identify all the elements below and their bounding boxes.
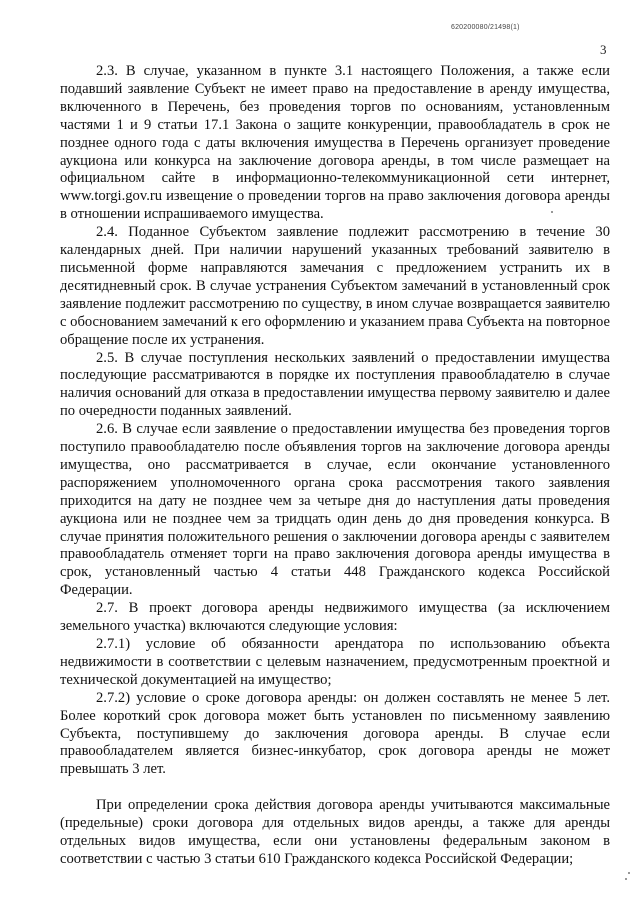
paragraph-2-7-2: 2.7.2) условие о сроке договора аренды: он должен составлять не менее 5 лет. Более короткий срок договора может быть установлен по письменному заявлению Субъекта, поступившему до заключения договора аренды. В случае если правообладателем является бизнес-инкубатор, срок договора аренды не может превышать 3 лет. <box>60 689 610 778</box>
paragraph-2-7-1: 2.7.1) условие об обязанности арендатора по использованию объекта недвижимости в соответствии с целевым назначением, предусмотренным проектной и технической документацией на имущество; <box>60 636 610 688</box>
paragraph-2-5: 2.5. В случае поступления нескольких заявлений о предоставлении имущества последующие рассматриваются в порядке их поступления правообладателю в случае наличия оснований для отказа в предоставлении имущества первому заявителю и далее по очередности поданных заявлений. <box>60 349 610 420</box>
scan-artifact <box>625 878 627 880</box>
paragraph-term-note: При определении срока действия договора аренды учитываются максимальные (предельные) сроки договора для отдельных видов аренды, а также для аренды отдельных видов имущества, если они установлены федеральным законом в соответствии с частью 3 статьи 610 Гражданского кодекса Российской Федерации; <box>60 797 610 867</box>
document-registration-number: 620200080/21498(1) <box>451 24 520 31</box>
paragraph-2-3: 2.3. В случае, указанном в пункте 3.1 настоящего Положения, а также если подавший заявление Субъект не имеет право на предоставление в аренду имущества, включенного в Перечень, без проведения торгов по основаниям, установленным частями 1 и 9 статьи 17.1 Закона о защите конкуренции, правообладатель в срок не позднее одного года с даты включения имущества в Перечень организует проведение аукциона или конкурса на заключение договора аренды, в том числе размещает на официальном сайте в информационно-телекоммуникационной сети интернет, www.torgi.gov.ru извещение о проведении торгов на право заключения договора аренды в отношении испрашиваемого имущества. <box>60 63 610 223</box>
paragraph-2-4: 2.4. Поданное Субъектом заявление подлежит рассмотрению в течение 30 календарных дней. При наличии нарушений указанных требований заявителю в письменной форме направляются замечания с предложением устранить их в десятидневный срок. В случае устранения Субъектом замечаний в установленный срок заявление подлежит рассмотрению по существу, в ином случае возвращается заявителю с обоснованием замечаний к его оформлению и указанием права Субъекта на повторное обращение после их устранения. <box>60 224 610 348</box>
document-body <box>60 63 610 869</box>
paragraph-2-7: 2.7. В проект договора аренды недвижимого имущества (за исключением земельного участка) включаются следующие условия: <box>60 600 610 635</box>
scan-artifact <box>551 211 553 213</box>
scan-artifact <box>628 872 630 874</box>
paragraph-2-6: 2.6. В случае если заявление о предоставлении имущества без проведения торгов поступило правообладателю после объявления торгов на заключение договора аренды имущества, оно рассматривается в случае, если окончание установленного распоряжением уполномоченного органа срока рассмотрения такого заявления приходится на дату не позднее чем за четыре дня до наступления даты проведения аукциона или не позднее чем за тридцать один день до дня проведения конкурса. В случае принятия положительного решения о заключении договора аренды с заявителем правообладатель отменяет торги на право заключения договора аренды имущества в срок, установленный частью 4 статьи 448 Гражданского кодекса Российской Федерации. <box>60 421 610 599</box>
page-number: 3 <box>600 42 607 57</box>
